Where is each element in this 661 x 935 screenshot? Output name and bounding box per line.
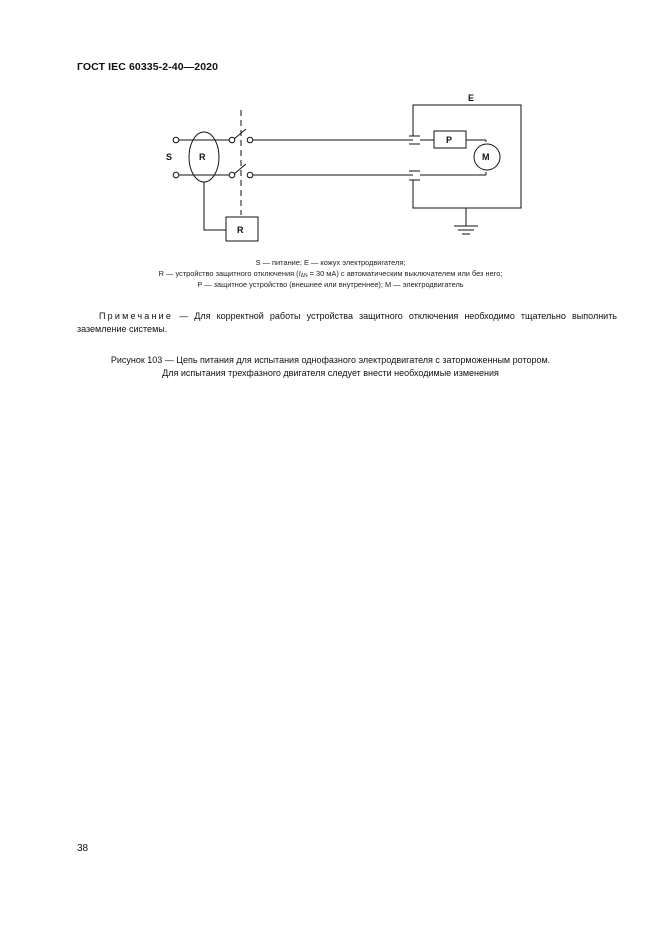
label-enclosure: E	[468, 93, 475, 103]
note-heading: Примечание	[99, 311, 174, 321]
legend-current-subscript: ΔN	[300, 273, 308, 279]
legend-line-2	[60, 269, 601, 279]
label-supply: S	[166, 152, 173, 162]
standard-header: ГОСТ IEC 60335-2-40—2020	[77, 61, 219, 73]
supply-terminal-top	[173, 137, 179, 143]
legend-current-symbol: I	[298, 269, 301, 278]
label-motor: M	[482, 152, 490, 162]
legend-line-2-end: = 30 мА) с автоматическим выключателем или без него;	[307, 269, 503, 278]
label-rcd-sensor: R	[199, 152, 206, 162]
figure-caption-line-1: Рисунок 103 — Цепь питания для испытания однофазного электродвигателя с заторможенным ротором.	[110, 355, 551, 365]
legend-line-3: P — защитное устройство (внешнее или внутреннее); M — электродвигатель	[197, 280, 464, 289]
note-paragraph	[77, 310, 617, 336]
page-number: 38	[77, 843, 89, 854]
supply-terminal-bottom	[173, 172, 179, 178]
circuit-diagram	[0, 0, 661, 300]
figure-caption-line-2: Для испытания трехфазного двигателя следует внести необходимые изменения	[162, 368, 499, 378]
legend-line-1: S — питание; E — кожух электродвигателя;	[255, 258, 406, 267]
label-rcd-box: R	[237, 225, 244, 235]
label-protector: P	[446, 135, 453, 145]
legend-line-2-start: R — устройство защитного отключения (	[158, 269, 299, 278]
note-text: — Для корректной работы устройства защитного отключения необходимо тщательно выполнить заземление системы.	[77, 311, 617, 334]
motor-enclosure	[413, 105, 521, 208]
